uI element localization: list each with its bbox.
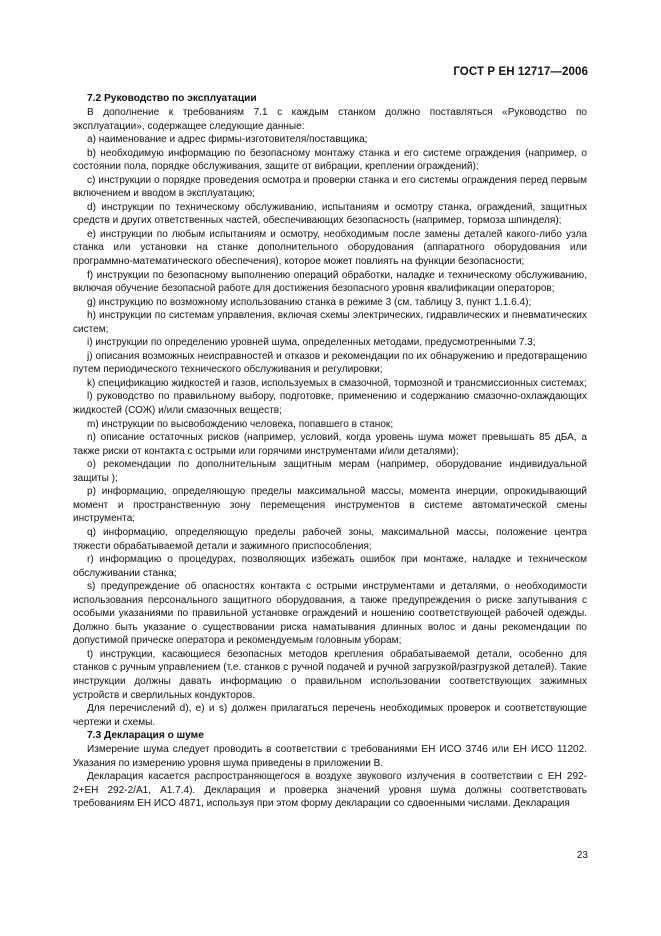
page-body (73, 92, 587, 811)
list-item-i: i) инструкции по определению уровней шума, определенных методами, предусмотренными 7.3; (87, 337, 536, 349)
list-item-r: r) информацию о процедурах, позволяющих избежать ошибок при монтаже, наладке и техническом обслуживании станка; (73, 554, 587, 579)
list-item-p: p) информацию, определяющую пределы максимальной массы, момента инерции, опрокидывающий момент и пространственную зону перемещения инструментов в системе автоматической смены инструмента; (73, 486, 587, 525)
page-number: 23 (576, 850, 588, 861)
list-item-k: k) спецификацию жидкостей и газов, используемых в смазочной, тормозной и трансмиссионных системах; (87, 377, 587, 389)
paragraph: Измерение шума следует проводить в соответствии с требованиями ЕН ИСО 3746 или ЕН ИСО 11202. Указания по измерению уровня шума приведены в приложении В. (73, 744, 587, 769)
paragraph: Декларация касается распространяющегося в воздухе звукового излучения в соответствии с ЕН 292-2+ЕН 292-2/А1, А1.7.4). Декларация и проверка значений уровня шума должны соответствовать требованиям ЕН ИСО 4871, используя при этом форму декларации со сдвоенными числами. Декларация (73, 771, 587, 810)
list-item-j: j) описания возможных неисправностей и отказов и рекомендации по их обнаружению и предотвращению путем периодического технического обслуживания и регулировки; (73, 350, 587, 376)
document-code-header: ГОСТ Р ЕН 12717—2006 (453, 66, 588, 78)
list-item-d: d) инструкции по техническому обслуживанию, испытаниям и осмотру станка, ограждений, защитных средств и других ответственных частей, обеспечивающих безопасность (например, тормоза шпинделя); (73, 201, 587, 227)
list-item-b: b) необходимую информацию по безопасному монтажу станка и его системе ограждения (например, о состоянии пола, порядке обслуживания, защите от вибрации, креплении ограждений); (73, 147, 587, 173)
section-7-3-heading: 7.3 Декларация о шуме (87, 730, 204, 742)
list-item-q: q) информацию, определяющую пределы рабочей зоны, максимальной массы, положение центра тяжести обрабатываемой детали и зажимного приспособления; (73, 526, 587, 552)
paragraph: Для перечислений d), e) и s) должен прилагаться перечень необходимых проверок и соответствующие чертежи и схемы. (73, 703, 587, 728)
list-item-o: o) рекомендации по дополнительным защитным мерам (например, оборудование индивидуальной защиты ); (73, 459, 587, 484)
list-item-f: f) инструкции по безопасному выполнению операций обработки, наладке и техническому обслуживанию, включая обучение безопасной работе для достижения безопасного уровня квалификации операторов; (73, 269, 587, 295)
list-item-a: a) наименование и адрес фирмы-изготовителя/поставщика; (87, 134, 368, 146)
list-item-h: h) инструкции по системам управления, включая схемы электрических, гидравлических и пневматических систем; (73, 310, 587, 335)
list-item-e: e) инструкции по любым испытаниям и осмотру, необходимым после замены деталей какого-либо узла станка или установки на станке дополнительного оборудования (аппаратного оборудования или программно-математического обеспечения), которое может повлиять на функции безопасности; (73, 228, 587, 268)
list-item-c: c) инструкции о порядке проведения осмотра и проверки станка и его системы ограждения перед первым включением и вводом в эксплуатацию; (73, 174, 587, 200)
list-item-g: g) инструкцию по возможному использованию станка в режиме 3 (см. таблицу 3, пункт 1.1.6.4); (87, 296, 532, 308)
list-item-l: l) руководство по правильному выбору, подготовке, применению и содержанию смазочно-охлаждающих жидкостей (СОЖ) и/или смазочных веществ; (73, 391, 587, 417)
list-item-n: n) описание остаточных рисков (например, условий, когда уровень шума может превышать 85 дБА, а также риски от контакта с острыми или горячими инструментами и/или деталями); (73, 432, 587, 457)
list-item-s: s) предупреждение об опасностях контакта с острыми инструментами и деталями, о необходимости использования персонального защитного оборудования, а также предупреждения о риске запутывания с особыми указаниями по правильной установке ограждений и ношению соответствующей рабочей одежды. Должно быть указание о существовании риска наматывания длинных волос и даны рекомендации по допустимой прическе оператора и рекомендуемым головным уборам; (73, 581, 587, 647)
list-item-t: t) инструкции, касающиеся безопасных методов крепления обрабатываемой детали, особенно для станков с ручным управлением (т.е. станков с ручной подачей и ручной загрузкой/разгрузкой деталей). Такие инструкции должны давать информацию о правильном использовании соответствующих зажимных устройств и сверлильных кондукторов. (73, 648, 587, 701)
section-7-2-heading: 7.2 Руководство по эксплуатации (87, 93, 257, 104)
list-item-m: m) инструкции по высвобождению человека, попавшего в станок; (87, 418, 394, 430)
paragraph: В дополнение к требованиям 7.1 с каждым станком должно поставляться «Руководство по эксплуатации», содержащее следующие данные: (73, 107, 587, 132)
